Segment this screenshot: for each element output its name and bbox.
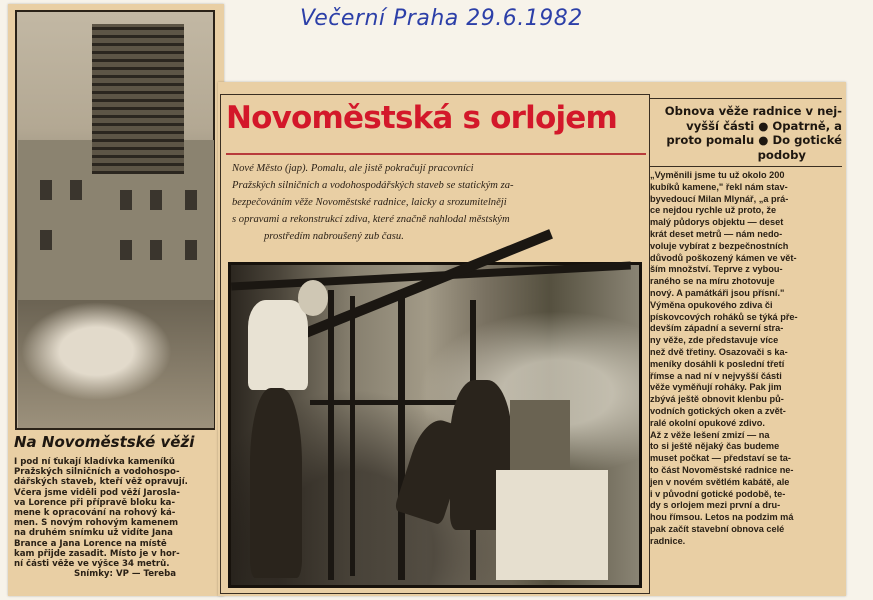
body-line: muset počkat — představí se ta- <box>650 453 791 464</box>
article-body <box>650 170 842 548</box>
photo-worker-body <box>250 388 302 578</box>
caption-line: kam přijde zasadit. Místo je v hor- <box>14 548 180 559</box>
caption-line: Brance a Jana Lorence na místě <box>14 538 167 549</box>
lede-line: prostředím nabroušený zub času. <box>264 231 404 242</box>
photo-worker-shirt <box>248 300 308 390</box>
subheading-rule <box>650 166 842 167</box>
subheading-line: proto pomalu ● Do gotické <box>666 133 842 148</box>
photo-scaffold-pole <box>328 290 334 580</box>
body-line: Až z věže lešení zmizí — na <box>650 429 770 440</box>
body-line: římse a nad ní v nejvyšší části <box>650 370 782 381</box>
body-line: meníky dosáhli k poslední třetí <box>650 358 785 369</box>
body-line: věže vyměňují roháky. Pak jim <box>650 382 782 393</box>
subheading-line: podoby <box>757 147 806 162</box>
left-clipping-caption <box>14 457 219 579</box>
body-line: pískovcových roháků se týká pře- <box>650 311 798 322</box>
body-line: to si ještě nějaký čas budeme <box>650 441 780 452</box>
photo-window <box>150 190 162 210</box>
caption-line: Pražských silničních a vodohospo- <box>14 467 180 478</box>
body-line: vodních gotických oken a zvět- <box>650 405 786 416</box>
caption-line: men. S novým rohovým kamenem <box>14 518 179 529</box>
photo-window <box>40 180 52 200</box>
photo-stone-block-light <box>496 470 608 580</box>
subheading-line: vyšší části ● Opatrně, a <box>686 118 842 133</box>
caption-line: dářských staveb, kteří věž opravují. <box>14 477 188 488</box>
body-line: nový. A památkáři jsou přísní." <box>650 287 785 298</box>
photo-window <box>70 180 82 200</box>
photo-window <box>120 240 132 260</box>
lede-line: Nové Město (jap). Pomalu, ale jistě pokračují pracovníci <box>232 163 474 174</box>
lede-line: s opravami a rekonstrukcí zdiva, které značně nahlodal městským <box>232 214 510 225</box>
photo-scaffold-pole <box>398 290 405 580</box>
caption-line: Včera jsme viděli pod věží Jarosla- <box>14 487 180 498</box>
article-subheading <box>652 104 842 162</box>
body-line: ším množství. Teprve z vybou- <box>650 264 783 275</box>
photo-window <box>40 230 52 250</box>
body-line: radnice. <box>650 535 686 546</box>
body-line: krát deset metrů — nám nedo- <box>650 228 783 239</box>
body-line: voluje vybírat z bezpečnostních <box>650 240 789 251</box>
lede-line: bezpečováním věže Novoměstské radnice, laicky a srozumitelněji <box>232 197 507 208</box>
body-line: i v původní gotické podobě, te- <box>650 488 786 499</box>
caption-line: ní části věže ve výšce 34 metrů. <box>14 559 170 570</box>
article-lede <box>232 160 642 245</box>
title-rule <box>226 153 646 155</box>
body-line: „Vyměnili jsme tu už okolo 200 <box>650 170 785 180</box>
body-line: raného se na míru zhotovuje <box>650 276 775 287</box>
lede-line: Pražských silničních a vodohospodářských staveb se statickým za- <box>232 180 514 191</box>
body-line: Výměna opukového zdiva či <box>650 299 773 310</box>
caption-line: na druhém snímku už vidíte Jana <box>14 528 173 539</box>
body-line: dy s orlojem mezi první a dru- <box>650 500 781 511</box>
body-line: to část Novoměstské radnice ne- <box>650 464 794 475</box>
photo-window <box>150 240 162 260</box>
photo-credit: Snímky: VP — Tereba <box>74 569 177 580</box>
body-line: jen v novém světlém kabátě, ale <box>650 476 790 487</box>
body-line: ce nejdou rychle už proto, že <box>650 205 777 216</box>
caption-line: I pod ní ťukají kladívka kameníků <box>14 457 175 467</box>
photo-window <box>185 190 197 210</box>
body-line: ny věže, zde představuje více <box>650 335 779 346</box>
article-title: Novoměstská s orlojem <box>226 100 618 136</box>
caption-line: mene k opracování na rohový ká- <box>14 508 176 519</box>
caption-line: va Lorence při přípravě bloku ka- <box>14 497 176 508</box>
body-line: byvedoucí Milan Mlynář, „a prá- <box>650 193 789 204</box>
body-line: malý půdorys objektu — deset <box>650 217 784 228</box>
body-line: pak začít stavební obnova celé <box>650 523 785 534</box>
body-line: hou římsou. Letos na podzim má <box>650 512 794 523</box>
body-line: kubíků kamene," řekl nám stav- <box>650 181 788 192</box>
body-line: devším západní a severní stra- <box>650 323 784 334</box>
subheading-line: Obnova věže radnice v nej- <box>664 104 842 118</box>
photo-scaffolded-tower <box>92 24 184 174</box>
photo-window <box>120 190 132 210</box>
photo-workers-ground <box>18 300 214 428</box>
body-line: ralé okolní opukové zdivo. <box>650 417 765 428</box>
photo-window <box>185 240 197 260</box>
body-line: než dvě třetiny. Osazovači s ka- <box>650 346 788 357</box>
column-rule <box>650 98 842 99</box>
left-clipping-heading: Na Novoměstské věži <box>14 433 195 451</box>
body-line: důvodů poškozený kámen ve vět- <box>650 252 797 263</box>
photo-worker-head <box>298 280 328 316</box>
handwritten-source-note: Večerní Praha 29.6.1982 <box>300 6 583 31</box>
body-line: zbývá ještě obnovit klenbu pů- <box>650 394 784 405</box>
photo-scaffold-pole <box>350 296 355 576</box>
